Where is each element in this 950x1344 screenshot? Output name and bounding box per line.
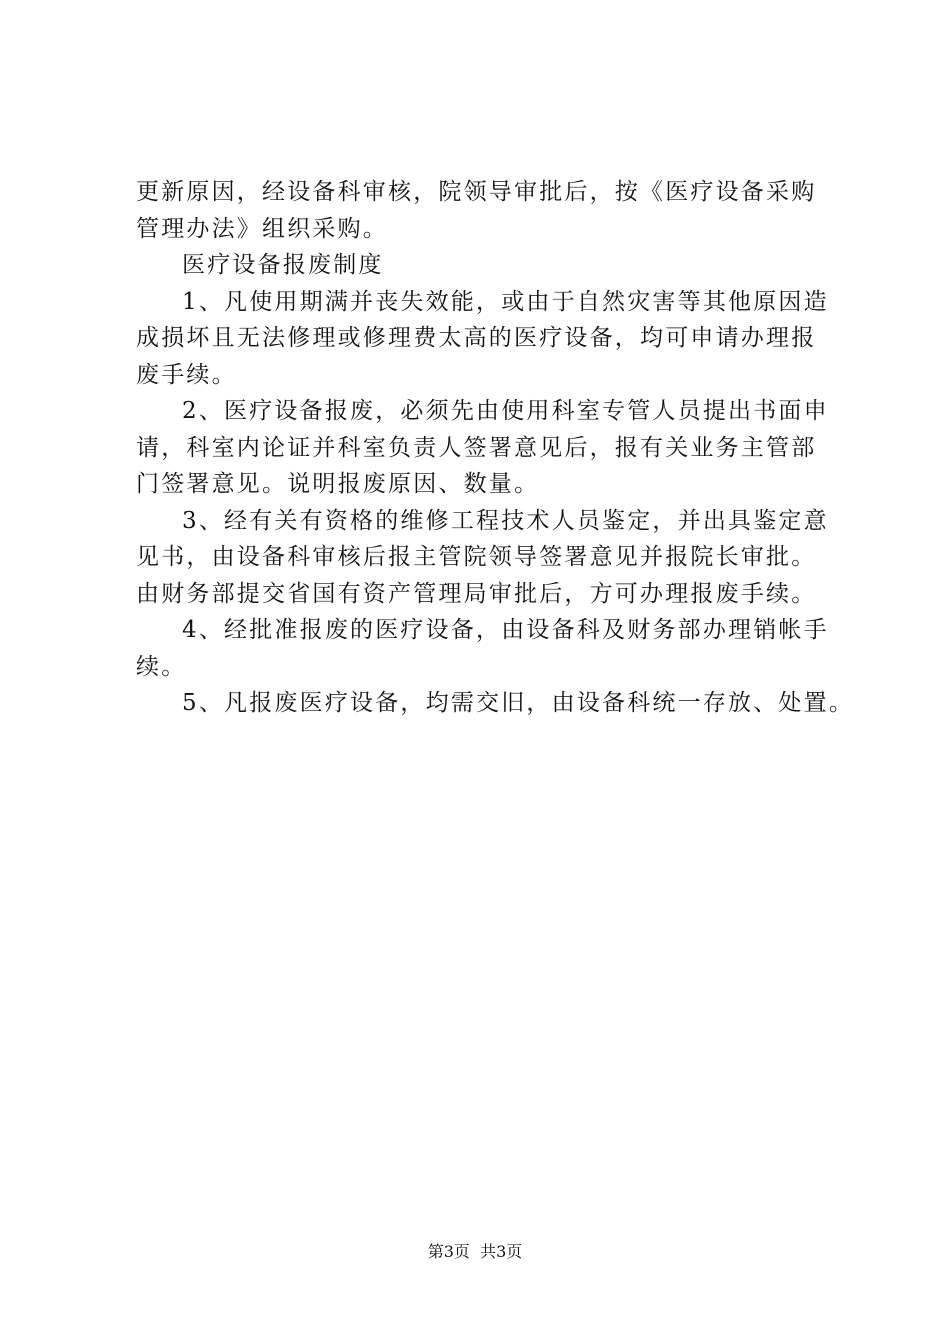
text-line: 5、凡报废医疗设备，均需交旧，由设备科统一存放、处置。 <box>182 690 855 716</box>
text-line: 2、医疗设备报废，必须先由使用科室专管人员提出书面申 <box>182 398 829 424</box>
text-line: 续。 <box>136 653 187 680</box>
text-line: 3、经有关有资格的维修工程技术人员鉴定，并出具鉴定意 <box>182 507 829 534</box>
document-body <box>136 174 855 722</box>
text-line: 更新原因，经设备科审核，院领导审批后，按《医疗设备采购 <box>136 179 817 205</box>
text-line: 请，科室内论证并科室负责人签署意见后，报有关业务主管部 <box>136 434 817 461</box>
text-line: 见书，由设备科审核后报主管院领导签署意见并报院长审批。 <box>136 544 817 570</box>
text-line: 门签署意见。说明报废原因、数量。 <box>136 471 540 497</box>
page-number-footer: 第3页 共3页 <box>427 1242 523 1261</box>
text-line: 成损坏且无法修理或修理费太高的医疗设备，均可申请办理报 <box>136 325 817 351</box>
section-heading: 医疗设备报废制度 <box>182 252 384 278</box>
text-line: 由财务部提交省国有资产管理局审批后，方可办理报废手续。 <box>136 580 817 607</box>
text-line: 废手续。 <box>136 361 237 388</box>
text-line: 管理办法》组织采购。 <box>136 215 388 242</box>
text-line: 1、凡使用期满并丧失效能，或由于自然灾害等其他原因造 <box>182 288 829 315</box>
text-line: 4、经批准报废的医疗设备，由设备科及财务部办理销帐手 <box>182 617 829 643</box>
